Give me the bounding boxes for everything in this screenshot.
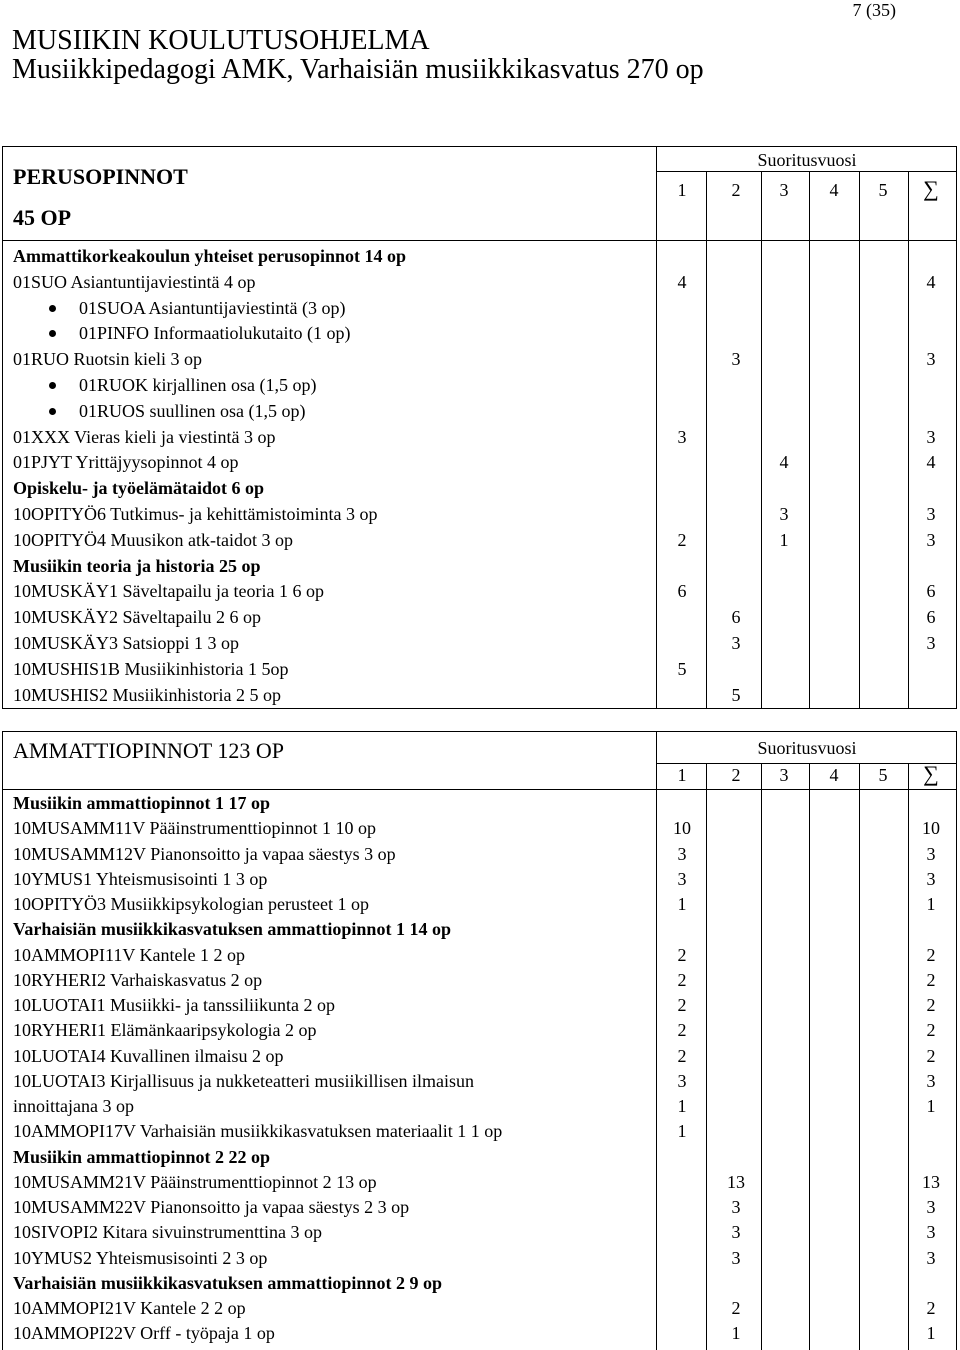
year-1-header: 1	[677, 765, 687, 785]
year-1-credits: 2	[677, 995, 687, 1015]
sum-column-header: ∑	[923, 761, 939, 786]
ammattiopinnot-heading: AMMATTIOPINNOT 123 OP	[13, 738, 284, 763]
subheading-label: Musiikin ammattiopinnot 2 22 op	[13, 1146, 271, 1167]
sum-column-header: ∑	[923, 176, 939, 201]
year-2-credits: 6	[731, 607, 741, 628]
course-label: 10AMMOPI22V Orff - työpaja 1 op	[13, 1323, 275, 1344]
course-label: 10MUSKÄY3 Satsioppi 1 3 op	[13, 633, 240, 653]
year-2-header: 2	[731, 765, 741, 785]
course-label: innoittajana 3 op	[13, 1096, 134, 1116]
subheading-label: Musiikin teoria ja historia 25 op	[13, 555, 261, 576]
year-1-credits: 2	[677, 1020, 687, 1041]
sum-credits: 2	[926, 995, 936, 1015]
subheading-label: Ammattikorkeakoulun yhteiset perusopinnot 14 op	[13, 246, 407, 266]
year-1-credits: 3	[677, 1070, 687, 1091]
sum-credits: 2	[926, 1020, 936, 1041]
course-label: 10SIVOPI2 Kitara sivuinstrumenttina 3 op	[13, 1222, 322, 1243]
course-label: 10LUOTAI4 Kuvallinen ilmaisu 2 op	[13, 1045, 284, 1066]
sum-credits: 3	[926, 1197, 936, 1217]
year-column-divider	[761, 763, 762, 1350]
course-label: 10YMUS2 Yhteismusisointi 2 3 op	[13, 1247, 268, 1268]
perusopinnot-credits: 45 OP	[13, 205, 72, 230]
year-1-credits: 6	[677, 581, 687, 602]
title-line-1: MUSIIKIN KOULUTUSOHJELMA	[12, 25, 430, 56]
course-label: 10OPITYÖ3 Musiikkipsykologian perusteet 1 op	[13, 894, 369, 914]
subheading-label: Musiikin ammattiopinnot 1 17 op	[13, 793, 271, 813]
sum-credits: 3	[926, 868, 936, 889]
year-2-credits: 5	[731, 684, 741, 705]
sum-credits: 1	[926, 894, 936, 914]
sum-credits: 2	[926, 1298, 936, 1318]
course-label: 10OPITYÖ4 Muusikon atk-taidot 3 op	[13, 529, 293, 550]
year-1-credits: 1	[677, 894, 687, 914]
year-1-credits: 5	[677, 658, 687, 679]
course-label: 01PJYT Yrittäjyysopinnot 4 op	[13, 452, 239, 473]
year-2-credits: 3	[731, 1222, 741, 1243]
course-label: 01SUOA Asiantuntijaviestintä (3 op)	[79, 297, 346, 318]
year-1-credits: 3	[677, 843, 687, 864]
year-column-divider	[809, 763, 810, 1350]
course-label: 10MUSAMM22V Pianonsoitto ja vapaa säestys 2 3 op	[13, 1197, 410, 1217]
year-1-credits: 3	[677, 868, 687, 889]
year-2-credits: 3	[731, 633, 741, 653]
year-3-credits: 4	[779, 452, 789, 473]
course-label: 10RYHERI1 Elämänkaaripsykologia 2 op	[13, 1020, 317, 1041]
sum-credits: 2	[926, 1045, 936, 1066]
year-column-divider	[859, 171, 860, 708]
year-1-credits: 2	[677, 969, 687, 990]
sum-credits: 13	[922, 1171, 940, 1192]
course-label: 01SUO Asiantuntijaviestintä 4 op	[13, 271, 256, 292]
subheading-label: Varhaisiän musiikkikasvatuksen ammattiopinnot 1 14 op	[13, 919, 451, 940]
sum-credits: 6	[926, 581, 936, 602]
year-1-credits: 2	[677, 529, 687, 550]
course-label: 01RUOS suullinen osa (1,5 op)	[79, 400, 306, 421]
sum-credits: 3	[926, 426, 936, 447]
year-2-credits: 1	[731, 1323, 741, 1344]
sum-credits: 2	[926, 969, 936, 990]
perusopinnot-heading: PERUSOPINNOT	[13, 164, 188, 189]
bullet-icon	[49, 305, 56, 312]
sum-credits: 4	[926, 452, 936, 473]
sum-credits: 3	[926, 633, 936, 653]
sum-credits: 1	[926, 1096, 936, 1116]
subheading-label: Opiskelu- ja työelämätaidot 6 op	[13, 478, 265, 499]
year-column-divider	[809, 171, 810, 708]
sum-credits: 3	[926, 1222, 936, 1243]
year-1-header: 1	[677, 180, 687, 200]
year-header: Suoritusvuosi	[757, 150, 857, 170]
year-3-credits: 3	[779, 504, 789, 524]
bullet-icon	[49, 382, 56, 389]
page-number: 7 (35)	[852, 0, 896, 20]
year-1-credits: 10	[673, 818, 691, 839]
ammattiopinnot-table	[2, 731, 957, 1350]
course-label: 10YMUS1 Yhteismusisointi 1 3 op	[13, 868, 268, 889]
subheading-label: Varhaisiän musiikkikasvatuksen ammattiopinnot 2 9 op	[13, 1272, 442, 1293]
sum-credits: 10	[922, 818, 940, 839]
course-label: 01RUOK kirjallinen osa (1,5 op)	[79, 375, 317, 395]
year-4-header: 4	[829, 765, 839, 785]
course-label: 10MUSHIS1B Musiikinhistoria 1 5op	[13, 658, 289, 679]
year-column-divider	[761, 171, 762, 708]
page-title	[12, 26, 704, 84]
course-label: 10MUSHIS2 Musiikinhistoria 2 5 op	[13, 684, 282, 705]
course-label: 01RUO Ruotsin kieli 3 op	[13, 349, 203, 370]
year-header-divider	[656, 171, 956, 172]
sum-credits: 3	[926, 843, 936, 864]
course-label: 10AMMOPI17V Varhaisiän musiikkikasvatuksen materiaalit 1 1 op	[13, 1121, 503, 1142]
year-1-credits: 2	[677, 1045, 687, 1066]
course-label: 10MUSAMM21V Pääinstrumenttiopinnot 2 13 op	[13, 1171, 377, 1192]
year-header: Suoritusvuosi	[757, 738, 857, 758]
sum-credits: 4	[926, 271, 936, 292]
sum-credits: 6	[926, 607, 936, 628]
sum-credits: 3	[926, 1070, 936, 1091]
sum-credits: 2	[926, 944, 936, 965]
year-4-header: 4	[829, 180, 839, 200]
course-label: 10AMMOPI21V Kantele 2 2 op	[13, 1298, 246, 1318]
year-1-credits: 2	[677, 944, 687, 965]
year-3-credits: 1	[779, 529, 789, 550]
course-label: 10OPITYÖ6 Tutkimus- ja kehittämistoiminta 3 op	[13, 504, 378, 524]
header-divider	[3, 789, 956, 790]
bullet-icon	[49, 330, 56, 337]
course-label: 01XXX Vieras kieli ja viestintä 3 op	[13, 426, 276, 447]
sum-credits: 3	[926, 529, 936, 550]
sum-credits: 3	[926, 504, 936, 524]
course-label: 01PINFO Informaatiolukutaito (1 op)	[79, 323, 351, 344]
sum-credits: 3	[926, 1247, 936, 1268]
course-label: 10LUOTAI3 Kirjallisuus ja nukketeatteri musiikillisen ilmaisun	[13, 1070, 474, 1091]
year-2-credits: 3	[731, 1247, 741, 1268]
header-divider	[3, 240, 956, 241]
year-2-credits: 13	[727, 1171, 745, 1192]
year-1-credits: 4	[677, 271, 687, 292]
year-5-header: 5	[878, 765, 888, 785]
year-2-header: 2	[731, 180, 741, 200]
year-1-credits: 1	[677, 1121, 687, 1142]
course-label: 10RYHERI2 Varhaiskasvatus 2 op	[13, 969, 263, 990]
perusopinnot-table	[2, 146, 957, 709]
year-3-header: 3	[779, 180, 789, 200]
sum-credits: 1	[926, 1323, 936, 1344]
year-5-header: 5	[878, 180, 888, 200]
year-column-divider	[859, 763, 860, 1350]
year-1-credits: 1	[677, 1096, 687, 1116]
course-label: 10AMMOPI11V Kantele 1 2 op	[13, 944, 245, 965]
year-3-header: 3	[779, 765, 789, 785]
sum-credits: 3	[926, 349, 936, 370]
year-1-credits: 3	[677, 426, 687, 447]
course-label: 10MUSAMM11V Pääinstrumenttiopinnot 1 10 op	[13, 818, 377, 839]
year-2-credits: 3	[731, 1197, 741, 1217]
course-label: 10MUSKÄY2 Säveltapailu 2 6 op	[13, 607, 261, 628]
title-line-2: Musiikkipedagogi AMK, Varhaisiän musiikkikasvatus 270 op	[12, 54, 704, 85]
year-2-credits: 3	[731, 349, 741, 370]
course-label: 10MUSAMM12V Pianonsoitto ja vapaa säestys 3 op	[13, 843, 396, 864]
bullet-icon	[49, 408, 56, 415]
year-2-credits: 2	[731, 1298, 741, 1318]
course-label: 10MUSKÄY1 Säveltapailu ja teoria 1 6 op	[13, 581, 324, 602]
course-label: 10LUOTAI1 Musiikki- ja tanssiliikunta 2 op	[13, 995, 336, 1015]
